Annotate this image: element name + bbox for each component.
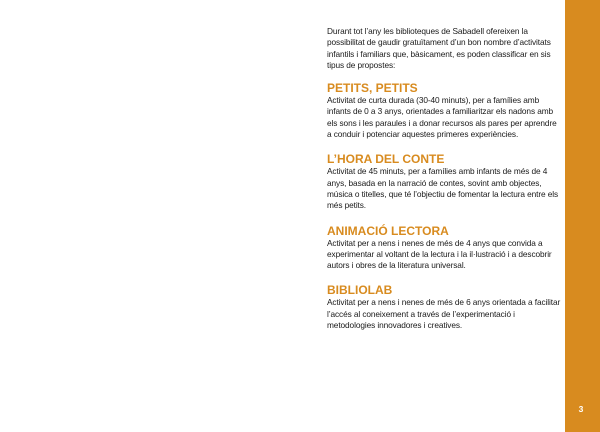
page-number: 3 xyxy=(578,404,584,414)
section-petits-petits xyxy=(327,81,563,140)
section-body: Activitat de curta durada (30-40 minuts), per a famílies amb infants de 0 a 3 anys, orientades a familiaritzar els nadons amb els sons i les paraules i a donar recursos als pares per aprendre a conduir i potenciar aquestes primeres experiències. xyxy=(327,95,557,140)
section-body: Activitat de 45 minuts, per a famílies amb infants de més de 4 anys, basada en la narració de contes, sovint amb objectes, música o titelles, que té l’objectiu de fomentar la lectura entre els més petits. xyxy=(327,166,559,211)
section-body: Activitat per a nens i nenes de més de 4 anys que convida a experimentar al voltant de la lectura i la il·lustració i a descobrir autors i obres de la literatura universal. xyxy=(327,237,552,271)
intro-paragraph: Durant tot l’any les biblioteques de Sabadell ofereixen la possibilitat de gaudir gratuïtament d’un bon nombre d’activitats infantils i familiars que, bàsicament, es poden classificar en sis tipus de propostes: xyxy=(327,26,551,70)
section-animacio-lectora xyxy=(327,224,563,272)
section-bibliolab xyxy=(327,283,563,331)
section-title: ANIMACIÓ LECTORA xyxy=(327,223,449,238)
accent-sidebar xyxy=(565,0,600,432)
text-column xyxy=(327,26,563,343)
section-title: L’HORA DEL CONTE xyxy=(327,152,445,167)
section-hora-del-conte xyxy=(327,152,563,211)
section-title: BIBLIOLAB xyxy=(327,283,393,298)
section-body: Activitat per a nens i nenes de més de 6 anys orientada a facilitar l’accés al coneixement a través de l’experimentació i metodologies innovadores i creatives. xyxy=(327,297,561,331)
section-title: PETITS, PETITS xyxy=(327,81,418,96)
